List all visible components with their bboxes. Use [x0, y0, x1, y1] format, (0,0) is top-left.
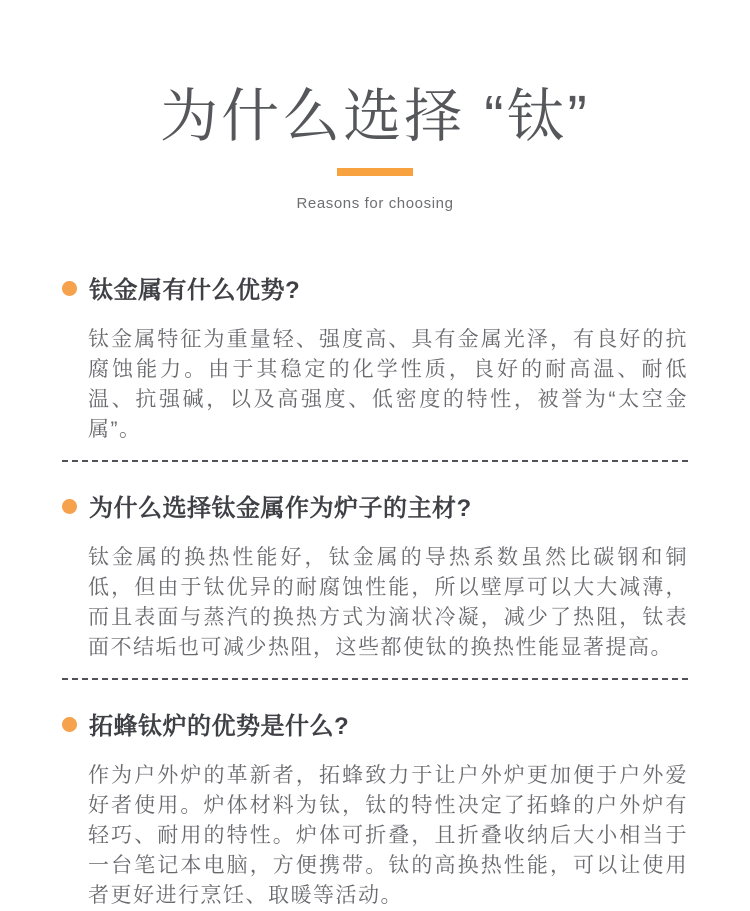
- section-body: 钛金属特征为重量轻、强度高、具有金属光泽，有良好的抗腐蚀能力。由于其稳定的化学性质，良好的耐高温、耐低温、抗强碱，以及高强度、低密度的特性，被誉为“太空金属”。: [88, 328, 688, 441]
- orange-bullet-icon: [62, 281, 77, 296]
- section-heading: 拓蜂钛炉的优势是什么?: [89, 713, 350, 740]
- section-heading: 钛金属有什么优势?: [89, 277, 301, 304]
- page-header: [0, 0, 750, 212]
- section-body: 作为户外炉的革新者，拓蜂致力于让户外炉更加便于户外爱好者使用。炉体材料为钛，钛的特性决定了拓蜂的户外炉有轻巧、耐用的特性。炉体可折叠，且折叠收纳后大小相当于一台笔记本电脑，方便携带。钛的高换热性能，可以让使用者更好进行烹饪、取暖等活动。: [88, 764, 688, 907]
- section-titanium-advantages: [62, 270, 688, 462]
- section-heading-row: [62, 488, 688, 523]
- page-subtitle: Reasons for choosing: [296, 195, 454, 212]
- dashed-divider: [62, 678, 688, 680]
- page-title: 为什么选择 “钛”: [160, 84, 590, 149]
- section-brand-stove-advantages: [62, 706, 688, 911]
- dashed-divider: [62, 460, 688, 462]
- accent-underline-bar: [337, 168, 413, 176]
- section-why-titanium-stove: [62, 488, 688, 680]
- orange-bullet-icon: [62, 499, 77, 514]
- section-body: 钛金属的换热性能好，钛金属的导热系数虽然比碳钢和铜低，但由于钛优异的耐腐蚀性能，所以壁厚可以大大减薄，而且表面与蒸汽的换热方式为滴状冷凝，减少了热阻，钛表面不结垢也可减少热阻，这些都使钛的换热性能显著提高。: [88, 546, 688, 659]
- orange-bullet-icon: [62, 717, 77, 732]
- section-heading: 为什么选择钛金属作为炉子的主材?: [89, 495, 472, 522]
- qa-content: [0, 212, 750, 911]
- section-heading-row: [62, 270, 688, 305]
- section-heading-row: [62, 706, 688, 741]
